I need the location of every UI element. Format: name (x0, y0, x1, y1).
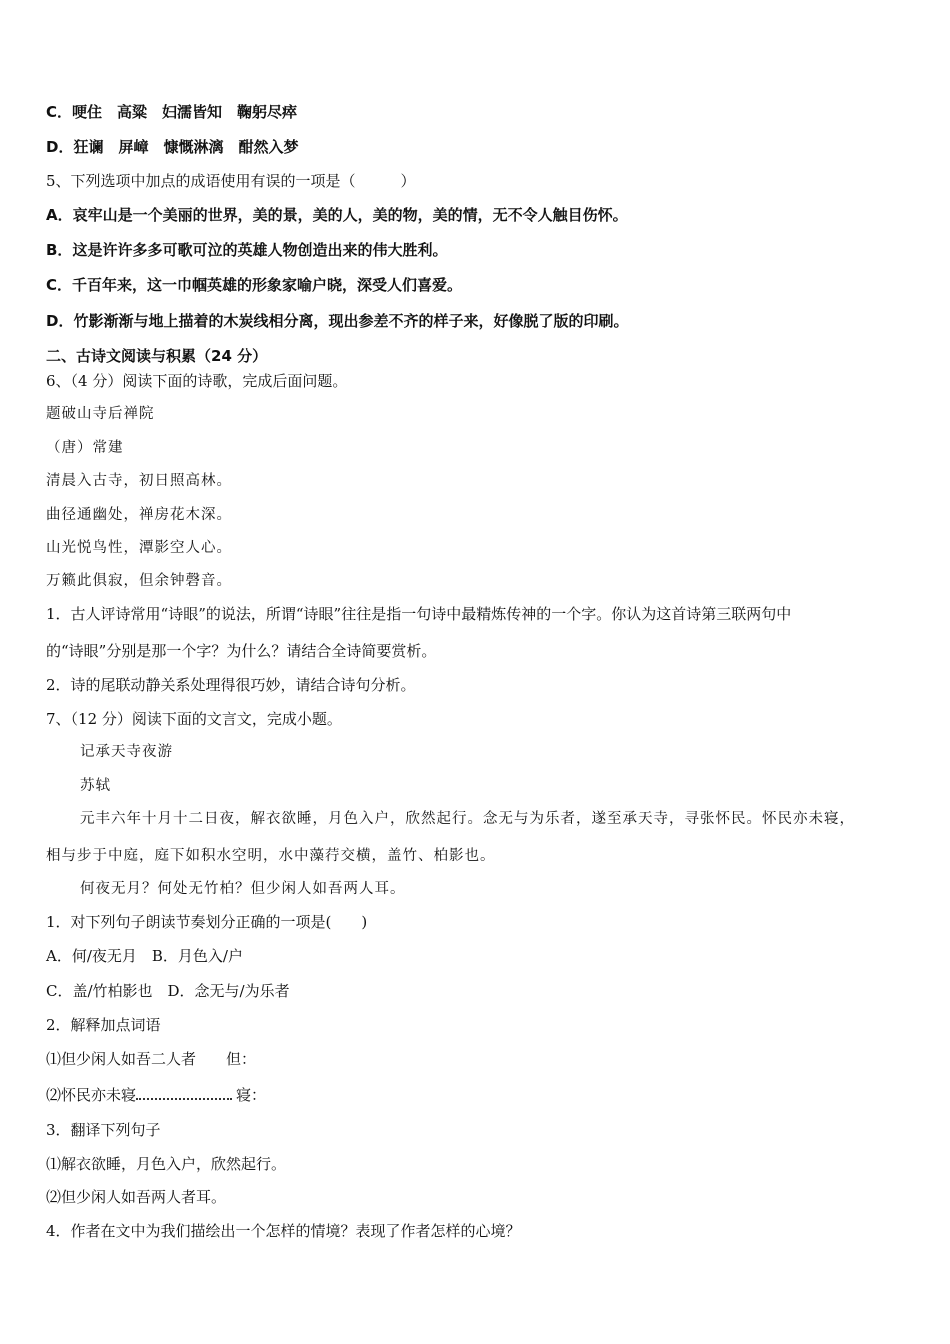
q7-sub2-item2 (46, 1084, 266, 1105)
q6-sub1-line2: 的“诗眼”分别是那一个字？为什么？请结合全诗简要赏析。 (46, 642, 437, 660)
option-d-prev: D．狂谰 屏嶂 慷慨淋漓 酣然入梦 (46, 138, 299, 156)
section-heading: 二、古诗文阅读与积累（24 分） (46, 347, 268, 365)
q7-sub2-item2-label: 寝： (236, 1086, 267, 1104)
q7-sub1-options-ab: A．何/夜无月 B．月色入/户 (46, 947, 243, 965)
q7-sub3-item2: ⑵但少闲人如吾两人者耳。 (46, 1188, 227, 1206)
q7-sub1: 1．对下列句子朗读节奏划分正确的一项是( ) (46, 913, 368, 931)
prose-para2: 何夜无月？何处无竹柏？但少闲人如吾两人耳。 (80, 881, 406, 897)
prose-author: 苏轼 (80, 778, 111, 794)
option-c-prev: C．哽住 高粱 妇濡皆知 鞠躬尽瘁 (46, 103, 298, 121)
q6-stem: 6、（4 分）阅读下面的诗歌，完成后面问题。 (46, 372, 348, 390)
poem-title: 题破山寺后禅院 (46, 406, 155, 422)
q7-sub4: 4．作者在文中为我们描绘出一个怎样的情境？表现了作者怎样的心境？ (46, 1222, 521, 1240)
q5-option-b: B．这是许许多多可歌可泣的英雄人物创造出来的伟大胜利。 (46, 241, 448, 259)
q6-sub2: 2．诗的尾联动静关系处理得很巧妙，请结合诗句分析。 (46, 676, 416, 694)
q7-sub3-item1: ⑴解衣欲睡，月色入户，欣然起行。 (46, 1155, 287, 1173)
q5-option-a: A．哀牢山是一个美丽的世界，美的景，美的人，美的物，美的情，无不令人触目伤怀。 (46, 206, 628, 224)
q7-sub2-item1: ⑴但少闲人如吾二人者 但： (46, 1050, 257, 1068)
q5-option-d: D．竹影渐渐与地上描着的木炭线相分离，现出参差不齐的样子来，好像脱了版的印刷。 (46, 312, 629, 330)
poem-line: 山光悦鸟性，潭影空人心。 (46, 540, 232, 556)
q5-stem: 5、下列选项中加点的成语使用有误的一项是（ ） (46, 172, 416, 190)
q6-sub1-line1: 1．古人评诗常用“诗眼”的说法，所谓“诗眼”往往是指一句诗中最精炼传神的一个字。你认为这首诗第三联两句中 (46, 605, 792, 623)
q7-stem: 7、（12 分）阅读下面的文言文，完成小题。 (46, 710, 342, 728)
poem-line: 清晨入古寺，初日照高林。 (46, 473, 232, 489)
prose-para1-line2: 相与步于中庭，庭下如积水空明，水中藻荇交横，盖竹、柏影也。 (46, 848, 496, 864)
prose-para1-line1: 元丰六年十月十二日夜，解衣欲睡，月色入户，欣然起行。念无与为乐者，遂至承天寺，寻张怀民。怀民亦未寝， (80, 811, 855, 827)
answer-blank (136, 1084, 232, 1100)
q5-option-c: C．千百年来，这一巾帼英雄的形象家喻户晓，深受人们喜爱。 (46, 276, 463, 294)
poem-author: （唐）常建 (46, 440, 124, 456)
q7-sub3: 3．翻译下列句子 (46, 1121, 161, 1139)
poem-line: 万籁此俱寂，但余钟磬音。 (46, 573, 232, 589)
q7-sub2-item2-text: ⑵怀民亦未寝 (46, 1086, 137, 1104)
q7-sub1-options-cd: C．盖/竹柏影也 D．念无与/为乐者 (46, 982, 290, 1000)
q7-sub2: 2．解释加点词语 (46, 1016, 161, 1034)
prose-title: 记承天寺夜游 (80, 744, 173, 760)
poem-line: 曲径通幽处，禅房花木深。 (46, 507, 232, 523)
